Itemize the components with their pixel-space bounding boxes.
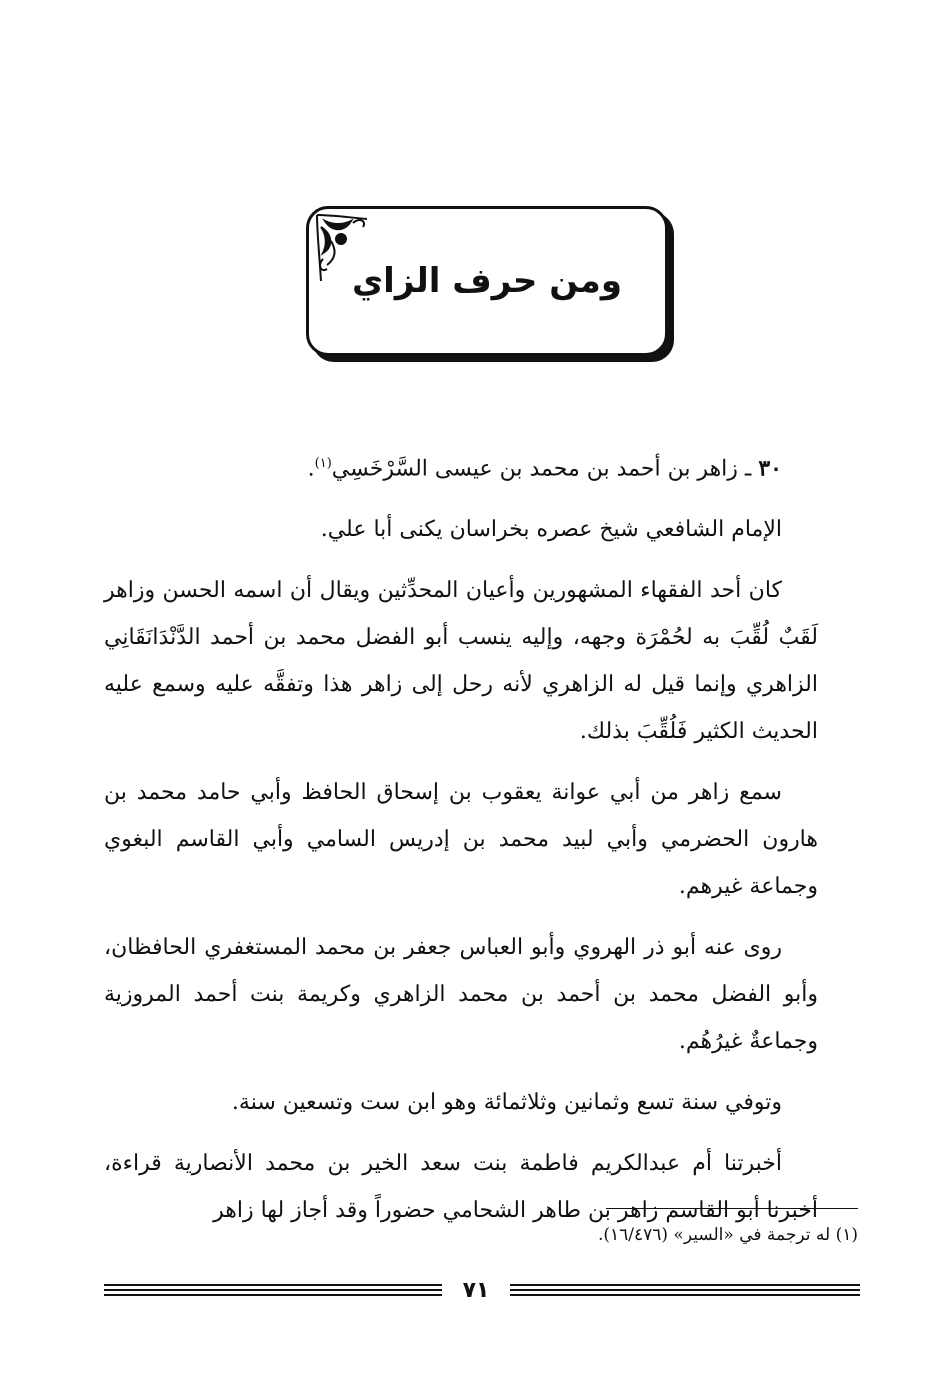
chapter-title: ومن حرف الزاي xyxy=(352,261,622,301)
paragraph: روى عنه أبو ذر الهروي وأبو العباس جعفر بن محمد المستغفري الحافظان، وأبو الفضل محمد بن أحمد بن محمد الزاهري وكريمة بنت أحمد المروزية وجماعةٌ غيرُهُم. xyxy=(104,935,818,1055)
page-number-rule-left xyxy=(104,1284,442,1300)
main-text xyxy=(104,440,818,1248)
paragraph: كان أحد الفقهاء المشهورين وأعيان المحدِّثين ويقال أن اسمه الحسن وزاهر لَقَبٌ لُقِّبَ به لحُمْرَة وجهه، وإليه ينسب أبو الفضل محمد بن أحمد الدَّنْدَانَقَانِي الزاهري وإنما قيل له الزاهري لأنه رحل إلى زاهر هذا وتفقَّه عليه وسمع عليه الحديث الكثير فَلُقِّبَ بذلك. xyxy=(104,578,818,745)
paragraph: وتوفي سنة تسع وثمانين وثلاثمائة وهو ابن ست وتسعين سنة. xyxy=(231,1090,782,1116)
paragraph: سمع زاهر من أبي عوانة يعقوب بن إسحاق الحافظ وأبي حامد محمد بن هارون الحضرمي وأبي لبيد محمد بن إدريس السامي وأبي القاسم البغوي وجماعة غيرهم. xyxy=(104,780,818,900)
entry-number: ٣٠ xyxy=(758,455,782,482)
page-number: ٧١ xyxy=(462,1278,490,1303)
entry-heading-end: . xyxy=(307,456,315,482)
page-number-rule-right xyxy=(510,1284,860,1300)
footnote-reference: (١) xyxy=(314,456,332,471)
entry-heading xyxy=(104,440,818,492)
paragraph: أخبرتنا أم عبدالكريم فاطمة بنت سعد الخير بن محمد الأنصارية قراءة، أخبرنا أبو القاسم زاهر بن طاهر الشحامي حضوراً وقد أجاز لها زاهر xyxy=(104,1151,818,1224)
paragraph: الإمام الشافعي شيخ عصره بخراسان يكنى أبا علي. xyxy=(320,517,782,543)
footnote-separator xyxy=(606,1208,858,1209)
chapter-title-frame xyxy=(306,206,668,356)
entry-heading-text: ـ زاهر بن أحمد بن محمد بن عيسى السَّرْخَسِي xyxy=(331,456,752,482)
footnote: (١) له ترجمة في «السير» (١٦/٤٧٦). xyxy=(597,1225,858,1245)
